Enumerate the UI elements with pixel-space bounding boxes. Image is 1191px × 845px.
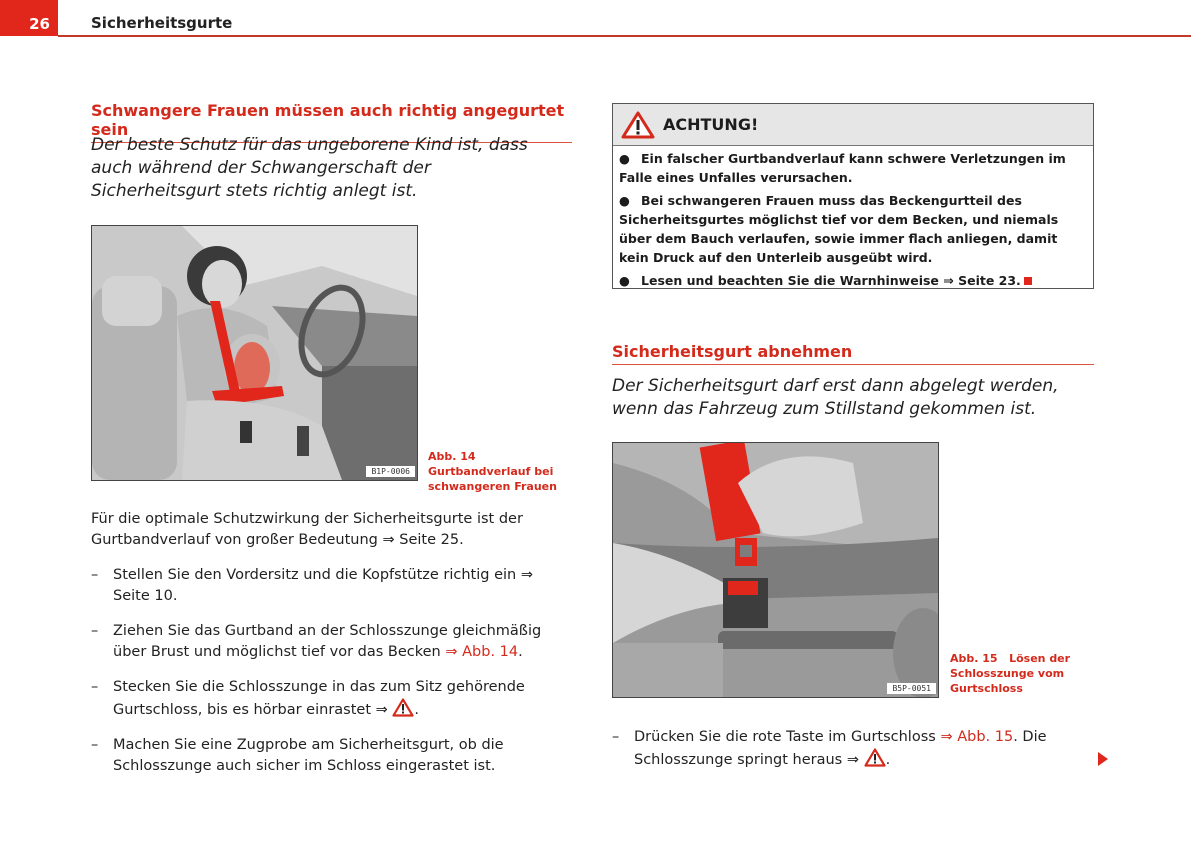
figure-ref-link[interactable]: ⇒ Abb. 15 [940,729,1014,745]
lead-text-remove-belt: Der Sicherheitsgurt darf erst dann abgelegt werden, wenn das Fahrzeug zum Stillstand gekommen ist. [612,376,1059,419]
belt-buckle-release-illustration [613,443,938,697]
step-item [91,735,571,777]
figure-14-code: B1P-0006 [366,466,415,477]
figure-14-image [91,225,418,481]
warning-body [613,146,1093,297]
step-text-mid: . Die Schlosszunge springt heraus ⇒ [634,729,1047,768]
dash-bullet: – [91,567,99,583]
figure-15-code: B5P-0051 [887,683,936,694]
warning-item [619,149,1087,187]
bullet-icon: ● [619,273,630,288]
warning-triangle-icon [621,111,655,139]
figure-14-label: Abb. 14 [428,450,476,463]
figure-15-label: Abb. 15 [950,652,998,665]
section-heading-remove-belt: Sicherheitsgurt abnehmen [612,342,1094,365]
step-tail: . [414,702,419,718]
step-text: Stellen Sie den Vordersitz und die Kopfstütze richtig ein [113,567,521,583]
header-rule [58,35,1191,37]
warning-triangle-icon[interactable] [392,698,414,717]
left-body [91,509,571,791]
intro-paragraph [91,509,571,551]
page-number: 26 [0,0,58,36]
warning-item [619,271,1087,290]
step-text: Drücken Sie die rote Taste im Gurtschloss [634,729,941,745]
figure-14-caption-text: Gurtbandverlauf bei schwangeren Frauen [428,465,557,493]
step-tail: . [518,644,523,660]
warning-title: ACHTUNG! [663,115,759,134]
pregnant-driver-illustration [92,226,417,480]
warning-item [619,191,1087,267]
right-body [612,727,1082,785]
figure-15-image [612,442,939,698]
dash-bullet: – [91,737,99,753]
step-item [91,565,571,607]
warning-item-text: Bei schwangeren Frauen muss das Beckengurtteil des Sicherheitsgurtes möglichst tief vor dem Becken, und niemals über dem Bauch verlaufen, sowie immer flach anliegen, damit kein Druck auf den Unterleib ausgeübt wird. [619,193,1059,265]
continue-next-page-arrow-icon[interactable] [1098,752,1108,766]
intro-text: Für die optimale Schutzwirkung der Sicherheitsgurte ist der Gurtbandverlauf von großer Bedeutung [91,511,523,548]
dash-bullet: – [612,729,620,745]
section-heading-pregnant: Schwangere Frauen müssen auch richtig angegurtet sein [91,101,572,143]
end-of-section-marker [1024,277,1032,285]
warning-header [613,104,1093,146]
step-item [91,677,571,721]
warning-box [612,103,1094,289]
dash-bullet: – [91,679,99,695]
bullet-icon: ● [619,193,630,208]
step-tail: . [885,752,891,768]
figure-15-caption-text: Lösen der Schlosszunge vom Gurtschloss [950,652,1071,695]
step-item [91,621,571,663]
running-title: Sicherheitsgurte [91,14,233,32]
step-text: Machen Sie eine Zugprobe am Sicherheitsgurt, ob die Schlosszunge auch sicher im Schloss eingerastet ist. [113,737,504,774]
step-text: Ziehen Sie das Gurtband an der Schlosszunge gleichmäßig über Brust und möglichst tief vor das Becken [113,623,542,660]
step-text: Stecken Sie die Schlosszunge in das zum Sitz gehörende Gurtschloss, bis es hörbar einrastet ⇒ [113,679,525,718]
dash-bullet: – [91,623,99,639]
warning-triangle-icon[interactable] [864,748,886,767]
bullet-icon: ● [619,151,630,166]
step-item [612,727,1082,771]
figure-15-caption [950,651,1090,696]
warning-item-text: Ein falscher Gurtbandverlauf kann schwere Verletzungen im Falle eines Unfalles verursachen. [619,151,1066,185]
intro-page-ref[interactable]: ⇒ Seite 25. [382,532,464,548]
figure-14-caption [428,449,578,494]
page-ref-link[interactable]: ⇒ Seite 10. [113,567,533,604]
warning-item-text: Lesen und beachten Sie die Warnhinweise ⇒ Seite 23. [641,273,1021,288]
figure-ref-link[interactable]: ⇒ Abb. 14 [445,644,519,660]
lead-text-pregnant: Der beste Schutz für das ungeborene Kind ist, dass auch während der Schwangerschaft der Sicherheitsgurt stets richtig anlegt ist. [91,135,528,201]
